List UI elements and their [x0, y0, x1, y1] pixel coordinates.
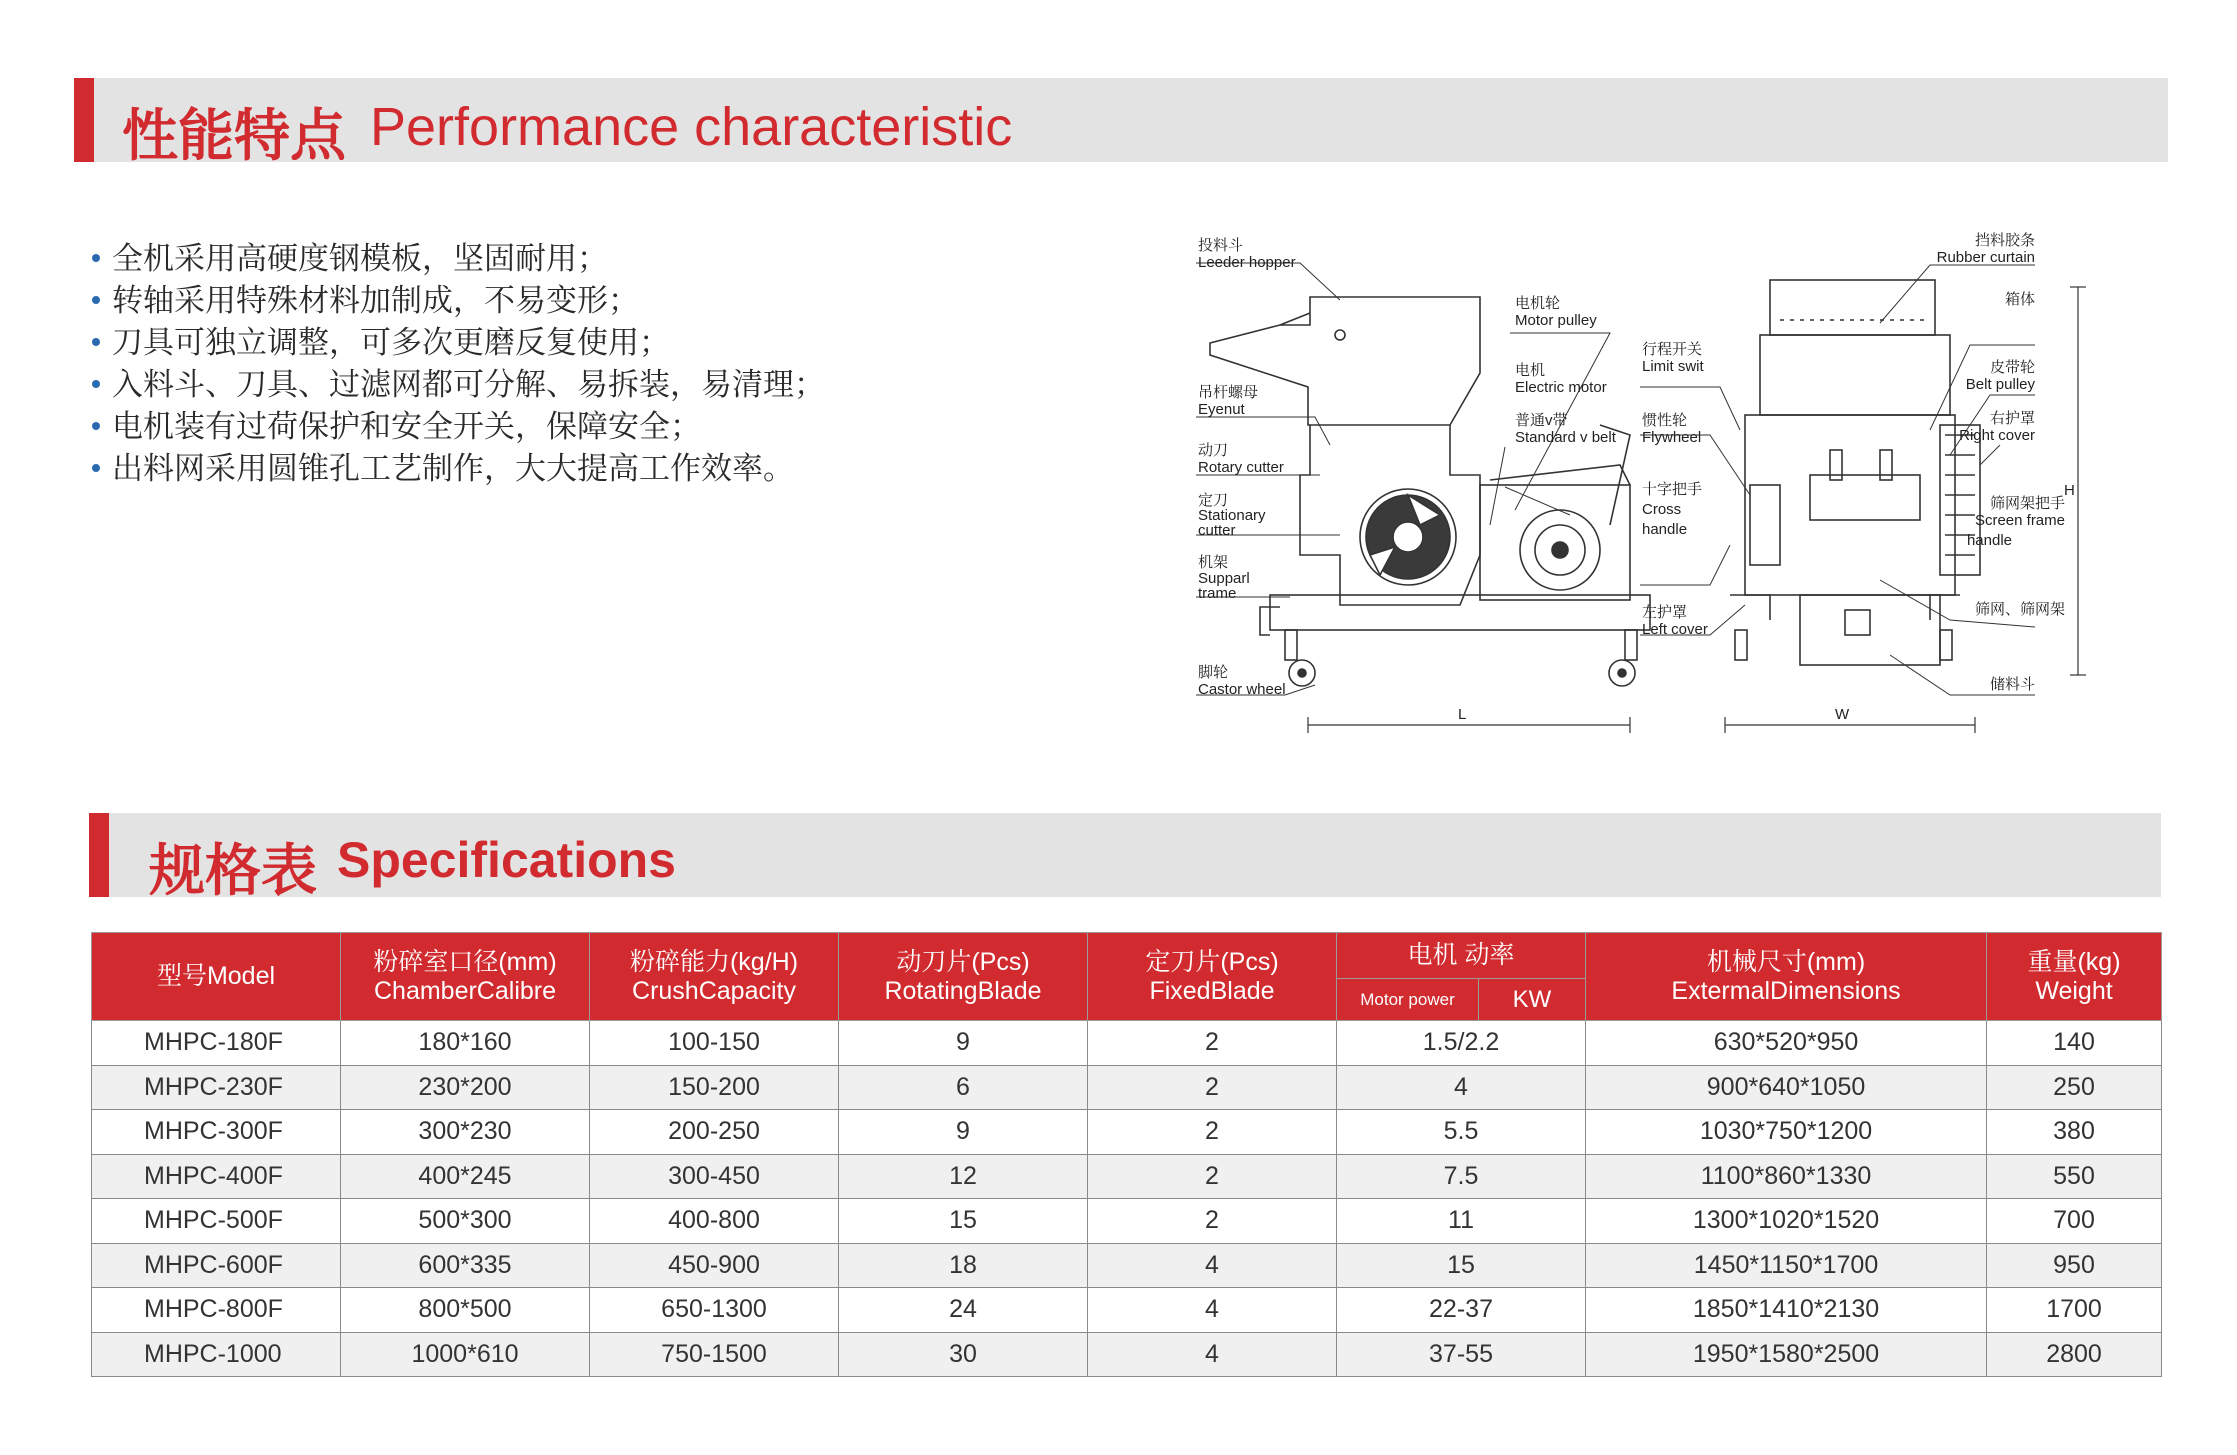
feature-item: [88, 364, 825, 406]
dimension-l: L: [1458, 706, 1467, 723]
cell-dims: 1950*1580*2500: [1586, 1332, 1987, 1377]
header-motor-zh: 电机 动率: [1407, 941, 1515, 969]
label-flywheel-en: Flywheel: [1642, 429, 1702, 446]
side-view-drawing: [1210, 297, 1650, 686]
feature-item: [88, 238, 825, 280]
cell-power: 5.5: [1337, 1110, 1586, 1155]
cell-weight: 250: [1987, 1065, 2162, 1110]
label-rubber-en: Rubber curtain: [1936, 249, 2035, 266]
label-cross-en1: Cross: [1642, 501, 1682, 518]
cell-fixed: 2: [1088, 1065, 1337, 1110]
header-model: [92, 933, 341, 1021]
bullet-icon: [92, 464, 100, 472]
label-frame-en1: Supparl: [1198, 570, 1250, 587]
header-motor-en: Motor power: [1360, 990, 1455, 1009]
feature-text: 转轴采用特殊材料加制成，不易变形；: [112, 283, 639, 319]
header-model-text: 型号Model: [156, 962, 276, 990]
cell-fixed: 2: [1088, 1154, 1337, 1199]
cell-chamber: 230*200: [341, 1065, 590, 1110]
feature-text: 入料斗、刀具、过滤网都可分解、易拆装，易清理；: [112, 367, 825, 403]
feature-item: [88, 322, 825, 364]
label-screen-zh: 筛网、筛网架: [1974, 601, 2065, 618]
header-weight-zh: 重量(kg): [2027, 947, 2121, 976]
table-row: [92, 1199, 2162, 1244]
cell-power: 4: [1337, 1065, 1586, 1110]
header-rotating-zh: 动刀片(Pcs): [896, 947, 1030, 976]
label-limit-zh: 行程开关: [1642, 341, 1703, 358]
cell-fixed: 2: [1088, 1021, 1337, 1066]
cell-weight: 2800: [1987, 1332, 2162, 1377]
cell-chamber: 600*335: [341, 1243, 590, 1288]
bullet-icon: [92, 422, 100, 430]
table-row: [92, 1243, 2162, 1288]
feature-text: 全机采用高硬度钢模板，坚固耐用；: [112, 241, 608, 277]
performance-title-zh: 性能特点: [122, 104, 346, 169]
feature-item: [88, 406, 825, 448]
cell-weight: 700: [1987, 1199, 2162, 1244]
cell-dims: 1850*1410*2130: [1586, 1288, 1987, 1333]
label-eyenut-en: Eyenut: [1198, 401, 1245, 418]
cell-rotating: 12: [839, 1154, 1088, 1199]
feature-text: 出料网采用圆锥孔工艺制作，大大提高工作效率。: [112, 451, 794, 487]
header-motor-unit: [1479, 979, 1586, 1021]
cell-power: 7.5: [1337, 1154, 1586, 1199]
cell-rotating: 9: [839, 1021, 1088, 1066]
cell-fixed: 4: [1088, 1288, 1337, 1333]
cell-model: MHPC-230F: [92, 1065, 341, 1110]
table-row: [92, 1065, 2162, 1110]
label-left-cover-zh: 左护罩: [1642, 604, 1688, 621]
header-motor-unit-text: KW: [1512, 986, 1552, 1013]
table-row: [92, 1021, 2162, 1066]
header-chamber-zh: 粉碎室口径(mm): [373, 947, 557, 976]
feature-item: [88, 280, 825, 322]
cell-model: MHPC-180F: [92, 1021, 341, 1066]
label-belt-pulley-zh: 皮带轮: [1989, 359, 2035, 376]
cell-weight: 380: [1987, 1110, 2162, 1155]
cell-capacity: 650-1300: [590, 1288, 839, 1333]
cell-rotating: 30: [839, 1332, 1088, 1377]
cell-rotating: 9: [839, 1110, 1088, 1155]
front-view-drawing: [1730, 280, 1980, 665]
label-castor-en: Castor wheel: [1198, 681, 1286, 698]
label-frame-zh: 机架: [1198, 554, 1229, 571]
cell-fixed: 2: [1088, 1199, 1337, 1244]
header-fixed-en: FixedBlade: [1149, 976, 1275, 1005]
cell-capacity: 200-250: [590, 1110, 839, 1155]
header-motor-power: [1337, 979, 1479, 1021]
feature-text: 电机装有过荷保护和安全开关，保障安全；: [112, 409, 701, 445]
feature-item: [88, 448, 825, 490]
cell-chamber: 800*500: [341, 1288, 590, 1333]
specifications-table: [91, 932, 2162, 1377]
bullet-icon: [92, 338, 100, 346]
label-flywheel-zh: 惯性轮: [1642, 412, 1688, 429]
cell-dims: 1100*860*1330: [1586, 1154, 1987, 1199]
cell-power: 1.5/2.2: [1337, 1021, 1586, 1066]
label-screen-handle-zh: 筛网架把手: [1989, 495, 2065, 512]
cell-chamber: 1000*610: [341, 1332, 590, 1377]
label-motor-pulley-zh: 电机轮: [1515, 295, 1561, 312]
label-belt-pulley-en: Belt pulley: [1965, 376, 2035, 393]
label-left-cover-en: Left cover: [1642, 621, 1708, 638]
cell-chamber: 400*245: [341, 1154, 590, 1199]
cell-capacity: 150-200: [590, 1065, 839, 1110]
cell-weight: 1700: [1987, 1288, 2162, 1333]
cell-capacity: 300-450: [590, 1154, 839, 1199]
label-rotary-en: Rotary cutter: [1198, 459, 1284, 476]
label-vbelt-en: Standard v belt: [1515, 429, 1616, 446]
cell-power: 37-55: [1337, 1332, 1586, 1377]
label-frame-en2: trame: [1198, 585, 1237, 602]
cell-fixed: 4: [1088, 1243, 1337, 1288]
table-row: [92, 1288, 2162, 1333]
cell-rotating: 24: [839, 1288, 1088, 1333]
header-dimensions: [1586, 933, 1987, 1021]
label-cross-en2: handle: [1642, 521, 1688, 538]
machine-diagram: [1190, 225, 2090, 745]
performance-header: [74, 78, 2168, 169]
cell-rotating: 15: [839, 1199, 1088, 1244]
cell-weight: 140: [1987, 1021, 2162, 1066]
label-right-cover-en: Right cover: [1959, 427, 2035, 444]
specifications-header: [89, 813, 2161, 904]
cell-power: 11: [1337, 1199, 1586, 1244]
header-chamber-en: ChamberCalibre: [373, 976, 557, 1005]
cell-capacity: 400-800: [590, 1199, 839, 1244]
cell-power: 15: [1337, 1243, 1586, 1288]
cell-model: MHPC-1000: [92, 1332, 341, 1377]
cell-chamber: 180*160: [341, 1021, 590, 1066]
cell-model: MHPC-500F: [92, 1199, 341, 1244]
header-dims-en: ExtermalDimensions: [1671, 976, 1901, 1005]
cell-chamber: 500*300: [341, 1199, 590, 1244]
label-hopper-en: Leeder hopper: [1198, 254, 1296, 271]
header-accent: [74, 78, 94, 162]
feature-list: [88, 238, 825, 490]
label-rotary-zh: 动刀: [1198, 442, 1229, 459]
cell-rotating: 18: [839, 1243, 1088, 1288]
feature-text: 刀具可独立调整，可多次更磨反复使用；: [112, 325, 670, 361]
cell-power: 22-37: [1337, 1288, 1586, 1333]
header-capacity: [590, 933, 839, 1021]
header-motor: [1337, 933, 1586, 979]
cell-dims: 1300*1020*1520: [1586, 1199, 1987, 1244]
label-stationary-zh: 定刀: [1198, 492, 1229, 509]
cell-fixed: 4: [1088, 1332, 1337, 1377]
cell-model: MHPC-800F: [92, 1288, 341, 1333]
header-rotating-en: RotatingBlade: [884, 976, 1042, 1005]
label-hopper-zh: 投料斗: [1198, 237, 1244, 254]
table-row: [92, 1110, 2162, 1155]
header-fixed: [1088, 933, 1337, 1021]
cell-weight: 550: [1987, 1154, 2162, 1199]
label-motor-en: Electric motor: [1515, 379, 1607, 396]
header-dims-zh: 机械尺寸(mm): [1706, 947, 1866, 976]
label-rubber-zh: 挡料胶条: [1974, 232, 2035, 249]
cell-rotating: 6: [839, 1065, 1088, 1110]
header-fixed-zh: 定刀片(Pcs): [1145, 947, 1279, 976]
cell-capacity: 450-900: [590, 1243, 839, 1288]
label-stationary-en1: Stationary: [1198, 507, 1266, 524]
label-bin-zh: 储料斗: [1989, 676, 2035, 693]
label-screen-handle-en2: handle: [1966, 532, 2012, 549]
table-row: [92, 1154, 2162, 1199]
label-motor-pulley-en: Motor pulley: [1515, 312, 1597, 329]
label-stationary-en2: cutter: [1198, 522, 1236, 539]
cell-dims: 1030*750*1200: [1586, 1110, 1987, 1155]
header-capacity-en: CrushCapacity: [632, 976, 796, 1005]
cell-dims: 1450*1150*1700: [1586, 1243, 1987, 1288]
label-box-zh: 箱体: [2004, 291, 2035, 308]
cell-model: MHPC-400F: [92, 1154, 341, 1199]
table-row: [92, 1332, 2162, 1377]
header-rotating: [839, 933, 1088, 1021]
header-accent: [89, 813, 109, 897]
cell-weight: 950: [1987, 1243, 2162, 1288]
specifications-body: [92, 1021, 2162, 1377]
cell-chamber: 300*230: [341, 1110, 590, 1155]
label-vbelt-zh: 普通v带: [1515, 412, 1568, 429]
cell-model: MHPC-300F: [92, 1110, 341, 1155]
performance-title-en: Performance characteristic: [370, 97, 1013, 157]
header-capacity-zh: 粉碎能力(kg/H): [629, 947, 799, 976]
cell-fixed: 2: [1088, 1110, 1337, 1155]
cell-capacity: 100-150: [590, 1021, 839, 1066]
specifications-title-en: Specifications: [337, 832, 676, 888]
label-limit-en: Limit swit: [1642, 358, 1704, 375]
label-motor-zh: 电机: [1515, 362, 1546, 379]
specifications-title-zh: 规格表: [149, 839, 317, 904]
label-castor-zh: 脚轮: [1198, 664, 1229, 681]
label-right-cover-zh: 右护罩: [1989, 410, 2035, 427]
label-screen-handle-en1: Screen frame: [1974, 512, 2065, 529]
dimension-w: W: [1835, 706, 1850, 723]
cell-model: MHPC-600F: [92, 1243, 341, 1288]
bullet-icon: [92, 296, 100, 304]
label-cross-zh: 十字把手: [1642, 481, 1703, 498]
bullet-icon: [92, 254, 100, 262]
cell-dims: 900*640*1050: [1586, 1065, 1987, 1110]
cell-dims: 630*520*950: [1586, 1021, 1987, 1066]
header-weight-en: Weight: [2035, 976, 2113, 1005]
cell-capacity: 750-1500: [590, 1332, 839, 1377]
header-weight: [1987, 933, 2162, 1021]
label-eyenut-zh: 吊杆螺母: [1198, 384, 1259, 401]
header-chamber: [341, 933, 590, 1021]
bullet-icon: [92, 380, 100, 388]
dimension-h: H: [2064, 482, 2075, 499]
